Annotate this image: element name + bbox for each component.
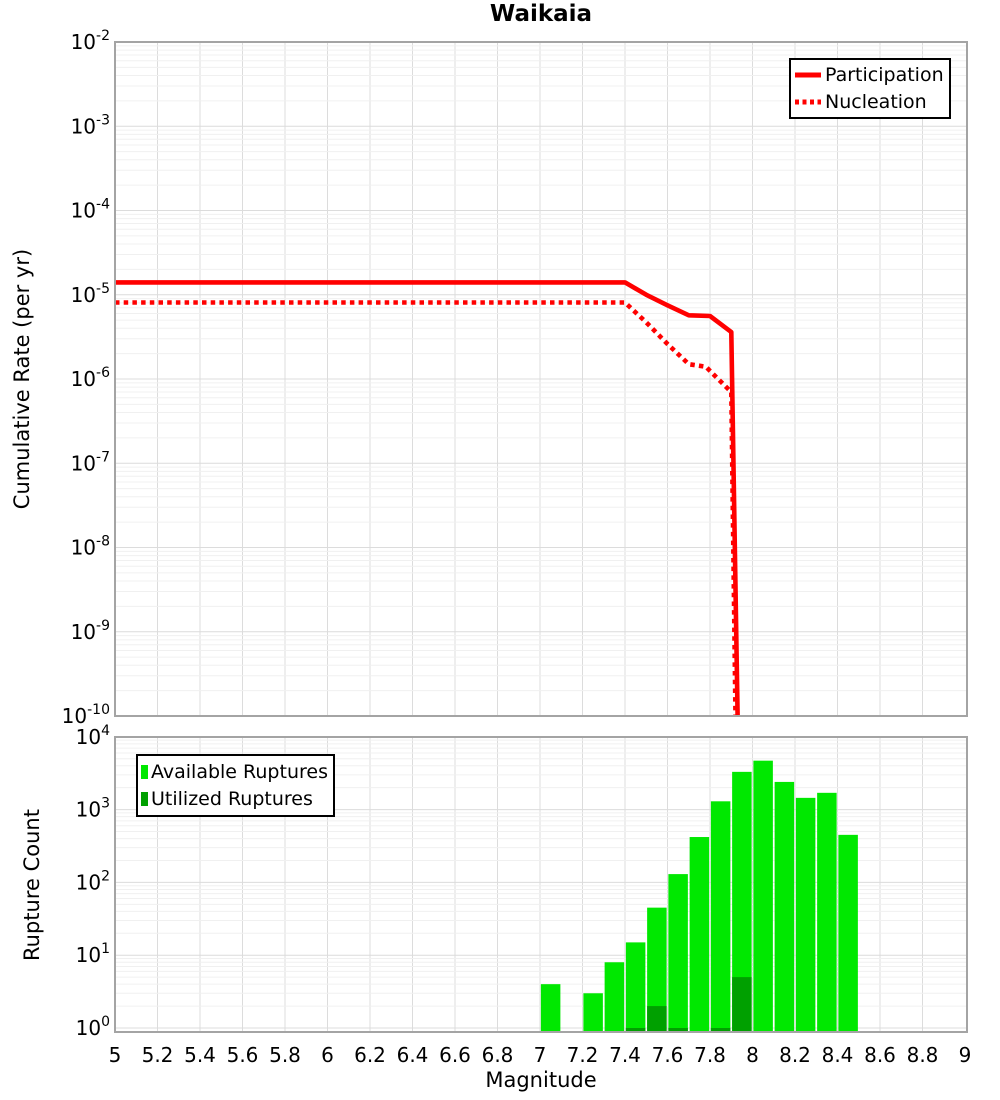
utilized-bar-m7.5 xyxy=(647,1006,667,1032)
legend-row-nucleation xyxy=(794,89,944,115)
x-tick-label: 6.8 xyxy=(481,1043,514,1067)
x-tick-label: 7 xyxy=(533,1043,547,1067)
chart-title: Waikaia xyxy=(489,1,593,27)
x-tick-label: 7.2 xyxy=(566,1043,599,1067)
top-panel-y-tick-label: $10^{-3}$ xyxy=(70,112,110,139)
available-bar-m7.4 xyxy=(626,942,646,1032)
available-bar-m8.4 xyxy=(838,835,858,1032)
available-bar-m7.8 xyxy=(711,801,731,1032)
top-panel-y-tick-label: $10^{-8}$ xyxy=(70,533,110,560)
utilized-ruptures-swatch-icon xyxy=(141,792,148,806)
top-panel-y-tick-label: $10^{-5}$ xyxy=(70,280,110,307)
x-tick-label: 8.6 xyxy=(864,1043,896,1067)
x-tick-label: 5 xyxy=(108,1043,122,1067)
x-tick-label: 8 xyxy=(746,1043,759,1067)
x-tick-label: 7.6 xyxy=(651,1043,684,1067)
bottom-panel-y-tick-label: $10^3$ xyxy=(75,795,110,822)
x-axis-title: Magnitude xyxy=(485,1068,597,1092)
legend-row-participation xyxy=(794,62,944,88)
x-tick-label: 7.4 xyxy=(609,1043,641,1067)
available-bar-m7 xyxy=(541,984,561,1032)
x-tick-label: 6.6 xyxy=(439,1043,471,1067)
bottom-panel-y-tick-label: $10^2$ xyxy=(75,868,110,895)
bottom-panel-y-tick-label: $10^1$ xyxy=(75,941,110,968)
x-tick-label: 5.2 xyxy=(141,1043,174,1067)
x-tick-label: 8.4 xyxy=(821,1043,854,1067)
available-bar-m8.1 xyxy=(775,782,795,1032)
rupture-legend xyxy=(136,754,335,817)
available-bar-m7.3 xyxy=(605,962,625,1032)
top-panel-y-tick-label: $10^{-4}$ xyxy=(70,196,110,223)
participation-solid-line-icon xyxy=(794,71,822,79)
bottom-panel-y-tick-label: $10^4$ xyxy=(75,722,110,749)
available-bar-m7.2 xyxy=(583,993,603,1032)
top-panel-y-tick-label: $10^{-6}$ xyxy=(70,365,110,391)
available-bar-m8.2 xyxy=(796,798,816,1032)
x-tick-label: 6.4 xyxy=(396,1043,429,1067)
top-y-axis-title: Cumulative Rate (per yr) xyxy=(10,248,34,510)
bottom-y-axis-title: Rupture Count xyxy=(20,809,44,961)
top-panel-y-tick-label: $10^{-2}$ xyxy=(70,28,110,54)
nucleation-dotted-line-icon xyxy=(794,98,822,106)
legend-label-utilized: Utilized Ruptures xyxy=(151,788,313,810)
x-tick-label: 7.8 xyxy=(694,1043,726,1067)
top-panel-y-tick-label: $10^{-9}$ xyxy=(70,617,110,644)
utilized-bar-m7.9 xyxy=(732,977,752,1032)
x-tick-label: 5.4 xyxy=(184,1043,216,1067)
x-tick-label: 9 xyxy=(958,1043,972,1067)
bottom-panel-y-tick-label: $10^0$ xyxy=(75,1014,110,1040)
x-tick-label: 6 xyxy=(321,1043,334,1067)
x-tick-label: 8.2 xyxy=(779,1043,811,1067)
x-tick-label: 5.6 xyxy=(226,1043,259,1067)
available-bar-m8.3 xyxy=(817,793,837,1032)
top-panel-y-tick-label: $10^{-10}$ xyxy=(61,702,110,728)
legend-label-participation: Participation xyxy=(825,64,944,86)
legend-label-nucleation: Nucleation xyxy=(825,91,927,113)
x-tick-label: 8.8 xyxy=(906,1043,939,1067)
legend-row-available xyxy=(141,759,328,785)
available-bar-m7.6 xyxy=(668,874,688,1032)
x-tick-label: 6.2 xyxy=(354,1043,386,1067)
x-tick-label: 5.8 xyxy=(269,1043,301,1067)
legend-label-available: Available Ruptures xyxy=(151,761,328,783)
available-bar-m7.7 xyxy=(690,837,710,1032)
available-ruptures-swatch-icon xyxy=(141,765,148,779)
top-panel-y-tick-label: $10^{-7}$ xyxy=(70,449,110,476)
rate-legend xyxy=(789,58,951,119)
available-bar-m8 xyxy=(753,761,773,1032)
legend-row-utilized xyxy=(141,786,328,812)
